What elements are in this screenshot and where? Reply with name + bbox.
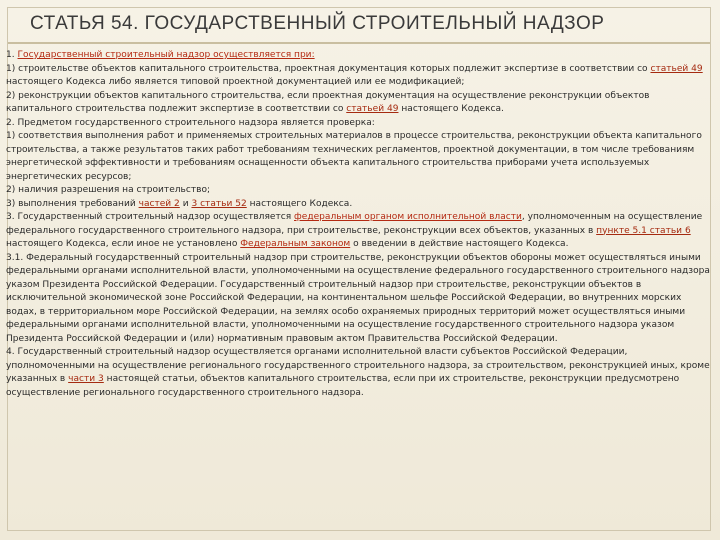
paragraph-2-2: 2) наличия разрешения на строительство;: [6, 185, 211, 195]
paragraph-3: [6, 211, 712, 252]
link-article-49[interactable]: статьей 49: [346, 104, 399, 114]
text: , уполномоченным на осуществление федерального государственного строительного надзора, при строительстве, реконструкции всех объектов, указанных в: [6, 212, 703, 236]
highlighted-text: Государственный строительный надзор осуществляется при:: [17, 50, 315, 60]
text: настоящей статьи, объектов капитального строительства, если при их строительстве, реконструкции предусмотрено осуществление регионального государственного строительного надзора.: [6, 374, 680, 398]
text: настоящего Кодекса.: [246, 198, 353, 209]
title-divider: [8, 42, 710, 44]
text: о введении в действие настоящего Кодекса.: [350, 239, 569, 249]
text: 4. Государственный строительный надзор осуществляется органами исполнительной власти субъектов Российской Федерации, уполномоченными на осуществление регионального государственного строительного надзора, за строительством, реконструкцией иных, кроме указанных в: [6, 347, 710, 384]
link-parts-2[interactable]: частей 2: [138, 198, 180, 209]
text: и: [179, 198, 192, 209]
link-article-52[interactable]: 3 статьи 52: [191, 198, 247, 209]
text: 1) строительстве объектов капитального строительства, проектная документация которых подлежит экспертизе в соответствии со: [6, 63, 651, 74]
paragraph-2-1: 1) соответствия выполнения работ и применяемых строительных материалов в процессе строительства, реконструкции объекта капитального строительства, а также результатов таких работ требованиям технических регламентов, проектной документации, в том числе требованиям энергетической эффективности и требованиям оснащенности объекта капитального строительства приборами учета используемых энергетических ресурсов;: [6, 131, 702, 182]
page-title: СТАТЬЯ 54. ГОСУДАРСТВЕННЫЙ СТРОИТЕЛЬНЫЙ НАДЗОР: [30, 13, 605, 34]
article-body: [6, 49, 712, 474]
text: настоящего Кодекса, если иное не установлено: [6, 239, 241, 249]
paragraph-1-2: [6, 90, 712, 117]
text: 3) выполнения требований: [6, 198, 139, 209]
paragraph-2-3: [6, 198, 712, 212]
link-federal-body[interactable]: федеральным органом исполнительной власти: [294, 212, 522, 222]
link-federal-law[interactable]: Федеральным законом: [240, 239, 351, 249]
paragraph-4: [6, 346, 712, 400]
link-point-5-1[interactable]: пункте 5.1 статьи 6: [596, 225, 691, 236]
paragraph-1-1: [6, 63, 712, 90]
paragraph-2: 2. Предметом государственного строительного надзора является проверка:: [6, 117, 375, 128]
paragraph-3-1: 3.1. Федеральный государственный строительный надзор при строительстве, реконструкции объектов обороны может осуществляться иными федеральными органами исполнительной власти, уполномоченными на осуществление федерального государственного строительного надзора указом Президента Российской Федерации. Государственный строительный надзор при строительстве, реконструкции объектов в исключительной экономической зоне Российской Федерации, на континентальном шельфе Российской Федерации, во внутренних морских водах, в территориальном море Российской Федерации, на землях особо охраняемых природных территорий может осуществляться иными федеральными органами исполнительной власти, уполномоченными на осуществление государственного строительного надзора указом Президента Российской Федерации и (или) нормативным правовым актом Правительства Российской Федерации.: [6, 252, 710, 344]
text: настоящего Кодекса либо является типовой проектной документацией или ее модификацией;: [6, 77, 465, 87]
text: 3. Государственный строительный надзор осуществляется: [6, 212, 295, 222]
link-article-49[interactable]: статьей 49: [650, 63, 703, 74]
link-part-3[interactable]: части 3: [68, 374, 104, 384]
paragraph-1: [6, 49, 712, 63]
paragraph-number: 1.: [6, 50, 18, 60]
text: настоящего Кодекса.: [398, 104, 504, 114]
text: 2) реконструкции объектов капитального строительства, если проектная документация на осуществление реконструкции объектов капитального строительства подлежит экспертизе в соответствии со: [6, 90, 650, 114]
